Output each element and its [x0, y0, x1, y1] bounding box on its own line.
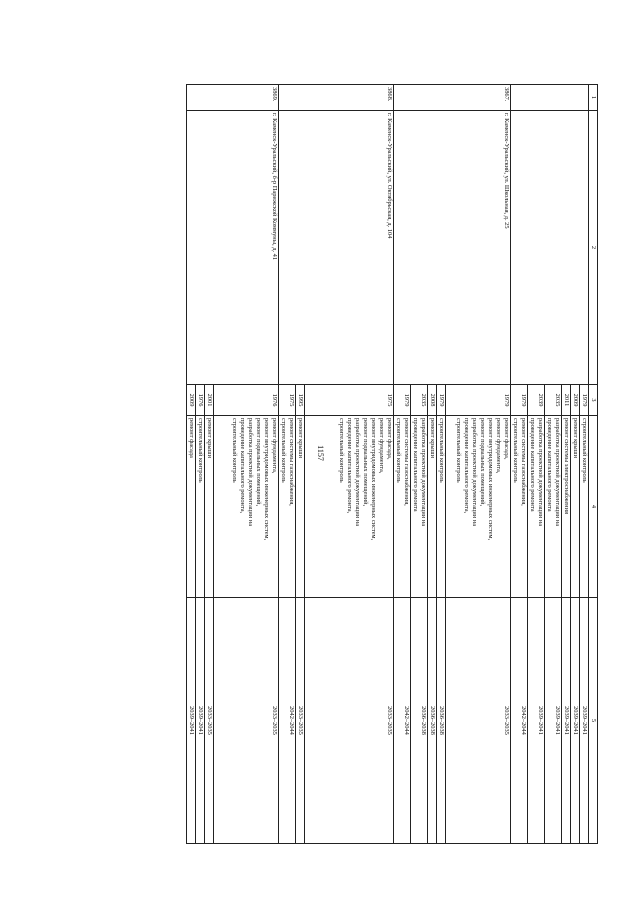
year-cell: 2008 — [428, 385, 437, 416]
year-cell: 1975 — [279, 385, 296, 416]
work-type-line: ремонт фасада, — [503, 418, 510, 460]
work-type-line: проведение капитального ремонта, — [346, 418, 353, 514]
work-type-cell — [571, 416, 580, 598]
work-type-line: строительный контроль — [280, 418, 287, 483]
work-type-line: проведение капитального ремонта — [529, 418, 536, 512]
work-type-line: разработка проектной документации на — [420, 418, 427, 527]
year-cell: 2001 — [205, 385, 214, 416]
object-address — [511, 111, 589, 385]
period-cell: 2042–2044 — [394, 598, 411, 844]
work-type-line: проведение капитального ремонта, — [239, 418, 246, 514]
work-type-line: ремонт подвальных помещений, — [362, 418, 369, 507]
year-cell: 2035 — [411, 385, 428, 416]
period-cell: 2039–2041 — [571, 598, 580, 844]
work-type-cell — [196, 416, 205, 598]
period-cell: 2033–2035 — [305, 598, 394, 844]
table-row — [305, 85, 394, 844]
period-cell: 2033–2035 — [446, 598, 511, 844]
table-row — [446, 85, 511, 844]
table-row — [580, 85, 589, 844]
work-type-line: строительный контроль — [197, 418, 204, 483]
object-number: 3867. — [394, 85, 511, 111]
cell-spacer — [329, 418, 337, 595]
year-cell: 2011 — [562, 385, 571, 416]
year-cell: 1975 — [305, 385, 394, 416]
period-cell: 2039–2041 — [528, 598, 545, 844]
header-col-3: 3 — [589, 385, 598, 416]
work-type-line: строительный контроль — [338, 418, 345, 483]
work-type-cell — [446, 416, 511, 598]
work-type-line: ремонт системы газоснабжения, — [403, 418, 410, 506]
table-row — [214, 85, 279, 844]
work-type-line: ремонт крыши — [572, 418, 579, 459]
cell-spacer — [446, 418, 454, 595]
period-cell: 2036–2038 — [411, 598, 428, 844]
work-type-line: ремонт внутридомовых инженерных систем, — [487, 418, 494, 541]
work-type-line: ремонт системы электроснабжения — [563, 418, 570, 514]
work-type-line: разработка проектной документации на — [554, 418, 561, 527]
year-cell: 1979 — [511, 385, 528, 416]
page-number: 1157 — [316, 445, 325, 461]
header-col-5: 5 — [589, 598, 598, 844]
work-type-line: ремонт фундамента, — [495, 418, 502, 474]
table-body — [187, 85, 598, 844]
period-cell: 2039–2041 — [196, 598, 205, 844]
work-type-line: строительный контроль — [231, 418, 238, 483]
work-type-line: ремонт крыши — [297, 418, 304, 459]
object-address: г. Каменск-Уральский, ул. Школьная, д. 25 — [394, 111, 511, 385]
work-type-cell — [562, 416, 571, 598]
cell-spacer — [222, 418, 230, 595]
work-type-cell — [305, 416, 394, 598]
object-number — [511, 85, 589, 111]
period-cell: 2039–2041 — [562, 598, 571, 844]
year-cell: 2009 — [187, 385, 196, 416]
work-type-cell — [545, 416, 562, 598]
work-type-cell — [411, 416, 428, 598]
work-type-line: ремонт фундамента, — [271, 418, 278, 474]
object-number: 3868. — [279, 85, 394, 111]
cell-spacer — [321, 418, 329, 595]
work-type-cell — [511, 416, 528, 598]
work-type-line: ремонт системы газоснабжения, — [520, 418, 527, 506]
work-type-line: проведение капитального ремонта, — [463, 418, 470, 514]
work-type-cell — [528, 416, 545, 598]
work-type-cell — [394, 416, 411, 598]
period-cell: 2033–2035 — [296, 598, 305, 844]
work-type-line: ремонт крыши — [429, 418, 436, 459]
work-type-line: ремонт подвальных помещений, — [255, 418, 262, 507]
rotated-table-container — [83, 84, 598, 844]
header-col-1: 1 — [589, 85, 598, 111]
year-cell: 2035 — [545, 385, 562, 416]
work-type-line: ремонт фасада — [188, 418, 195, 458]
work-type-cell — [279, 416, 296, 598]
object-address: г. Каменск-Уральский, б-р Парижской Коммуны, д. 41 — [187, 111, 279, 385]
cell-spacer — [313, 418, 321, 595]
object-address: г. Каменск-Уральский, ул. Октябрьская, д. 104 — [279, 111, 394, 385]
object-number: 3869. — [187, 85, 279, 111]
work-type-line: ремонт фасада, — [386, 418, 393, 460]
work-type-line: проведение капитального ремонта — [546, 418, 553, 512]
year-cell: 1979 — [437, 385, 446, 416]
period-cell: 2039–2041 — [580, 598, 589, 844]
year-cell: 2039 — [528, 385, 545, 416]
work-type-line: ремонт внутридомовых инженерных систем, — [263, 418, 270, 541]
work-type-cell — [214, 416, 279, 598]
period-cell: 2036–2038 — [428, 598, 437, 844]
year-cell: 1979 — [446, 385, 511, 416]
work-type-line: строительный контроль — [395, 418, 402, 483]
work-type-cell — [296, 416, 305, 598]
year-cell: 1995 — [296, 385, 305, 416]
cell-spacer — [214, 418, 222, 595]
work-type-line: ремонт системы газоснабжения, — [288, 418, 295, 506]
header-col-2: 2 — [589, 111, 598, 385]
work-type-line: ремонт внутридомовых инженерных систем, — [370, 418, 377, 541]
work-type-line: строительный контроль — [581, 418, 588, 483]
work-type-line: ремонт фундамента, — [378, 418, 385, 474]
period-cell: 2033–2035 — [214, 598, 279, 844]
year-cell: 1979 — [580, 385, 589, 416]
header-col-4: 4 — [589, 416, 598, 598]
period-cell: 2033–2035 — [205, 598, 214, 844]
work-type-cell — [580, 416, 589, 598]
period-cell: 2039–2041 — [545, 598, 562, 844]
work-type-cell — [205, 416, 214, 598]
repair-schedule-table — [186, 84, 598, 844]
work-type-line: ремонт крыши — [206, 418, 213, 459]
period-cell: 2039–2041 — [187, 598, 196, 844]
year-cell: 1976 — [214, 385, 279, 416]
header-row — [589, 85, 598, 844]
period-cell: 2042–2044 — [279, 598, 296, 844]
work-type-cell — [428, 416, 437, 598]
year-cell: 1976 — [196, 385, 205, 416]
year-cell: 1979 — [394, 385, 411, 416]
work-type-cell — [437, 416, 446, 598]
work-type-line: разработка проектной документации на — [354, 418, 361, 527]
period-cell: 2042–2044 — [511, 598, 528, 844]
work-type-line: строительный контроль — [438, 418, 445, 483]
work-type-line: проведение капитального ремонта — [412, 418, 419, 512]
period-cell: 2036–2038 — [437, 598, 446, 844]
cell-spacer — [305, 418, 313, 595]
work-type-line: разработка проектной документации на — [537, 418, 544, 527]
work-type-line: разработка проектной документации на — [247, 418, 254, 527]
year-cell: 2009 — [571, 385, 580, 416]
work-type-line: разработка проектной документации на — [471, 418, 478, 527]
work-type-cell — [187, 416, 196, 598]
work-type-line: ремонт подвальных помещений, — [479, 418, 486, 507]
work-type-line: строительный контроль — [512, 418, 519, 483]
work-type-line: строительный контроль — [455, 418, 462, 483]
